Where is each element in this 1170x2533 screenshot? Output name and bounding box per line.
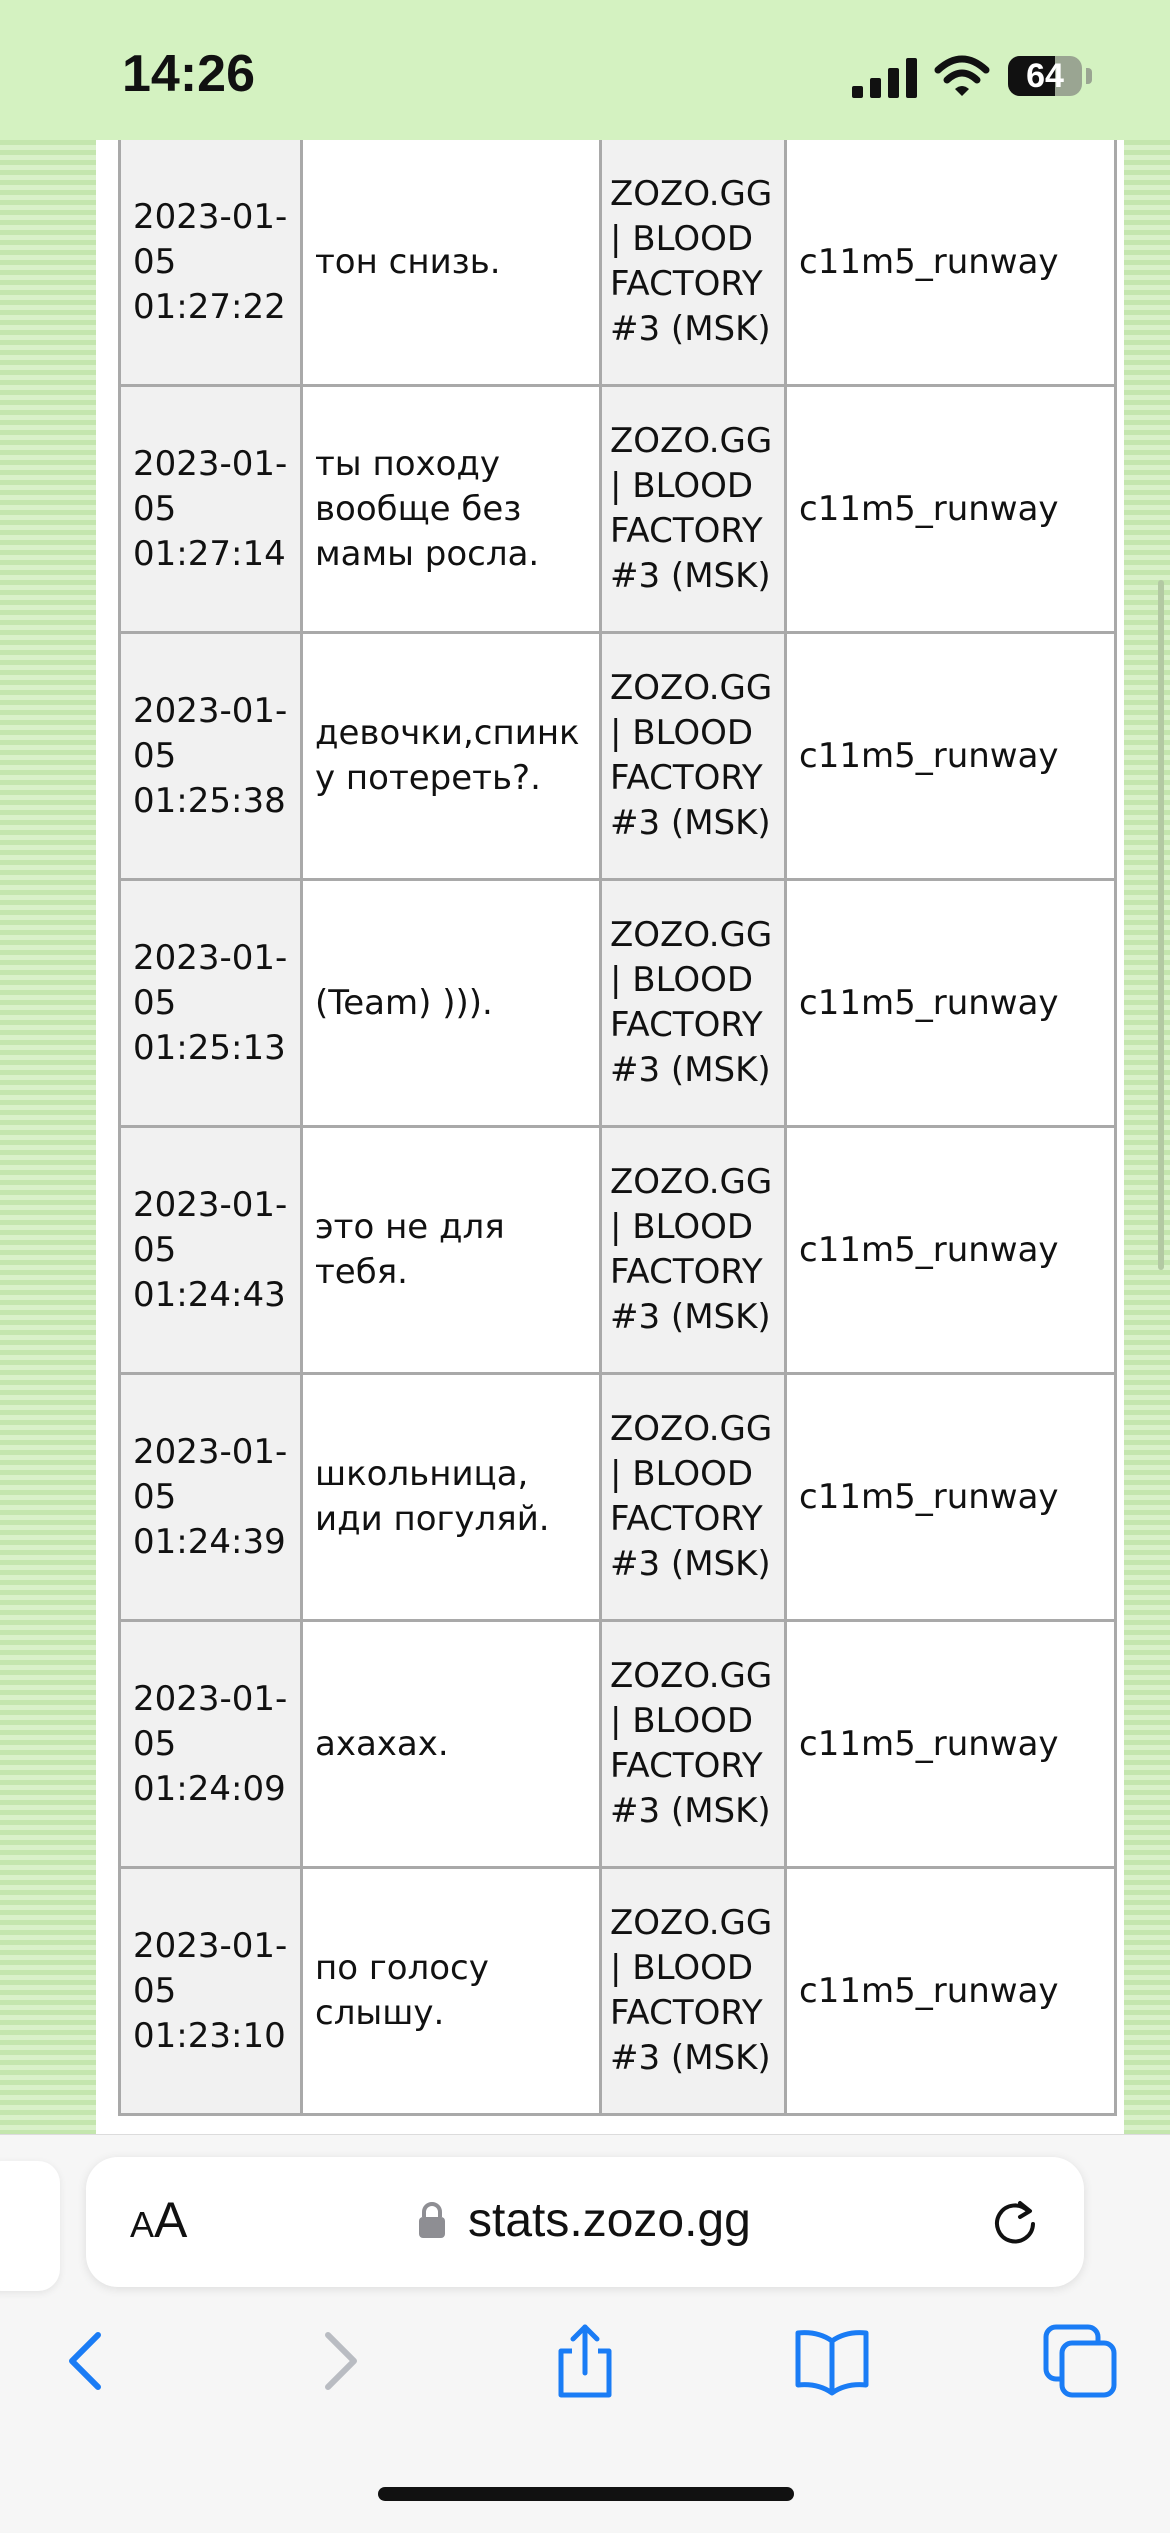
cell-message: школьница, иди погуляй. — [302, 1374, 601, 1621]
cell-server: ZOZO.GG | BLOOD FACTORY #3 (MSK) — [601, 880, 786, 1127]
cell-map: c11m5_runway — [786, 1374, 1116, 1621]
previous-tab-preview[interactable] — [0, 2161, 60, 2291]
cellular-signal-icon — [852, 58, 918, 98]
cell-server: ZOZO.GG | BLOOD FACTORY #3 (MSK) — [601, 1868, 786, 2115]
cell-time: 2023-01-05 01:24:43 — [120, 1127, 302, 1374]
cell-server: ZOZO.GG | BLOOD FACTORY #3 (MSK) — [601, 633, 786, 880]
cell-map: c11m5_runway — [786, 633, 1116, 880]
text-size-label-small: A — [130, 2204, 155, 2245]
cell-message: ахахах. — [302, 1621, 601, 1868]
cell-server: ZOZO.GG | BLOOD FACTORY #3 (MSK) — [601, 1374, 786, 1621]
table-row — [120, 1621, 1116, 1868]
reload-icon[interactable] — [990, 2197, 1040, 2247]
cell-time: 2023-01-05 01:24:39 — [120, 1374, 302, 1621]
forward-arrow-icon[interactable] — [300, 2321, 380, 2401]
cell-server: ZOZO.GG | BLOOD FACTORY #3 (MSK) — [601, 140, 786, 386]
table-row — [120, 1374, 1116, 1621]
cell-time: 2023-01-05 01:27:14 — [120, 386, 302, 633]
battery-cap — [1086, 68, 1092, 84]
battery-percent: 64 — [1026, 56, 1064, 95]
cell-map: c11m5_runway — [786, 880, 1116, 1127]
url-text[interactable]: stats.zozo.gg — [468, 2194, 751, 2247]
cell-server: ZOZO.GG | BLOOD FACTORY #3 (MSK) — [601, 1127, 786, 1374]
tabs-icon[interactable] — [1040, 2321, 1120, 2401]
cell-time: 2023-01-05 01:23:10 — [120, 1868, 302, 2115]
cell-message: тон снизь. — [302, 140, 601, 386]
share-icon[interactable] — [545, 2321, 625, 2401]
cell-map: c11m5_runway — [786, 140, 1116, 386]
text-size-label-big: A — [154, 2192, 188, 2248]
cell-time: 2023-01-05 01:27:22 — [120, 140, 302, 386]
cell-time: 2023-01-05 01:25:38 — [120, 633, 302, 880]
table-row — [120, 633, 1116, 880]
cell-map: c11m5_runway — [786, 386, 1116, 633]
address-bar[interactable] — [86, 2157, 1084, 2287]
status-bar — [0, 0, 1170, 140]
cell-message: это не для тебя. — [302, 1127, 601, 1374]
chat-log-table — [118, 140, 1117, 2116]
cell-time: 2023-01-05 01:24:09 — [120, 1621, 302, 1868]
battery-icon — [1008, 56, 1082, 96]
cell-server: ZOZO.GG | BLOOD FACTORY #3 (MSK) — [601, 386, 786, 633]
table-row — [120, 1127, 1116, 1374]
bookmarks-icon[interactable] — [792, 2321, 872, 2401]
scroll-indicator[interactable] — [1158, 580, 1164, 1270]
table-row — [120, 1868, 1116, 2115]
cell-time: 2023-01-05 01:25:13 — [120, 880, 302, 1127]
table-row — [120, 386, 1116, 633]
text-size-button[interactable] — [130, 2192, 188, 2258]
status-time: 14:26 — [122, 45, 255, 103]
cell-server: ZOZO.GG | BLOOD FACTORY #3 (MSK) — [601, 1621, 786, 1868]
cell-map: c11m5_runway — [786, 1127, 1116, 1374]
cell-message: ты походу вообще без мамы росла. — [302, 386, 601, 633]
cell-message: (Team) ))). — [302, 880, 601, 1127]
back-arrow-icon[interactable] — [46, 2321, 126, 2401]
cell-map: c11m5_runway — [786, 1868, 1116, 2115]
lock-icon — [418, 2201, 446, 2239]
table-row — [120, 140, 1116, 386]
home-indicator[interactable] — [378, 2487, 794, 2501]
table-row — [120, 880, 1116, 1127]
cell-message: по голосу слышу. — [302, 1868, 601, 2115]
browser-toolbar — [0, 2134, 1170, 2533]
cell-map: c11m5_runway — [786, 1621, 1116, 1868]
wifi-icon — [934, 54, 990, 98]
cell-message: девочки,спинку потереть?. — [302, 633, 601, 880]
